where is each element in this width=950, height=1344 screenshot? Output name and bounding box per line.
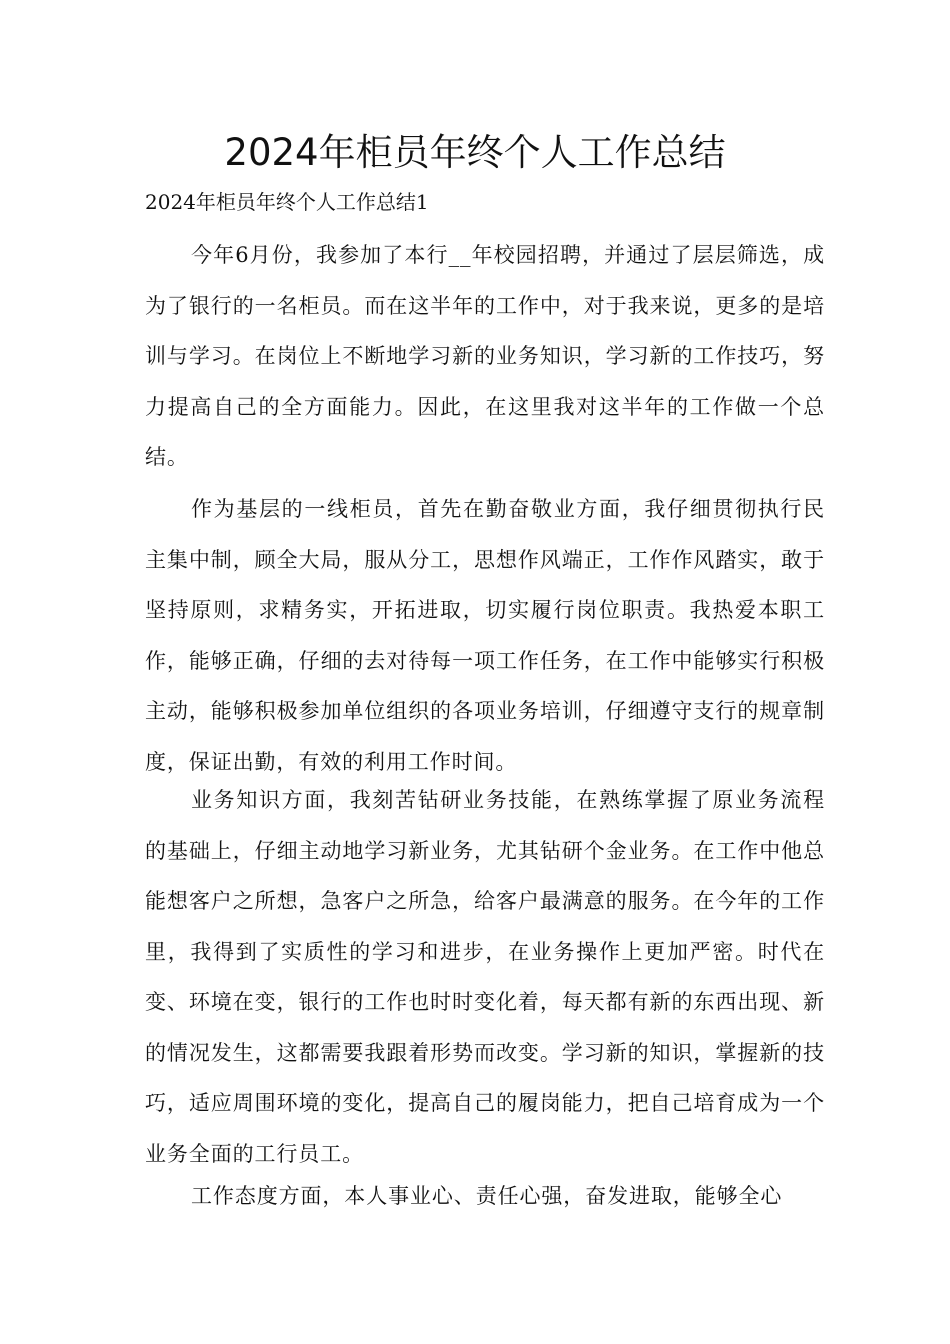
paragraph-4: 工作态度方面，本人事业心、责任心强，奋发进取，能够全心 [191,1184,783,1208]
paragraph-2: 作为基层的一线柜员，首先在勤奋敬业方面，我仔细贯彻执行民主集中制，顾全大局，服从分工，思想作风端正，工作作风踏实，敢于坚持原则，求精务实，开拓进取，切实履行岗位职责。我热爱本职工作，能够正确，仔细的去对待每一项工作任务，在工作中能够实行积极主动，能够积极参加单位组织的各项业务培训，仔细遵守支行的规章制度，保证出勤，有效的利用工作时间。 [145,497,825,774]
paragraph-1: 今年6月份，我参加了本行__年校园招聘，并通过了层层筛选，成为了银行的一名柜员。而在这半年的工作中，对于我来说，更多的是培训与学习。在岗位上不断地学习新的业务知识，学习新的工作技巧，努力提高自己的全方面能力。因此，在这里我对这半年的工作做一个总结。 [145,243,825,469]
section-heading: 2024年柜员年终个人工作总结1 [145,190,429,214]
document-title: 2024年柜员年终个人工作总结 [224,131,726,174]
paragraph-3: 业务知识方面，我刻苦钻研业务技能，在熟练掌握了原业务流程的基础上，仔细主动地学习新业务，尤其钻研个金业务。在工作中他总能想客户之所想，急客户之所急，给客户最满意的服务。在今年的工作里，我得到了实质性的学习和进步，在业务操作上更加严密。时代在变、环境在变，银行的工作也时时变化着，每天都有新的东西出现、新的情况发生，这都需要我跟着形势而改变。学习新的知识，掌握新的技巧，适应周围环境的变化，提高自己的履岗能力，把自己培育成为一个业务全面的工行员工。 [145,788,825,1166]
